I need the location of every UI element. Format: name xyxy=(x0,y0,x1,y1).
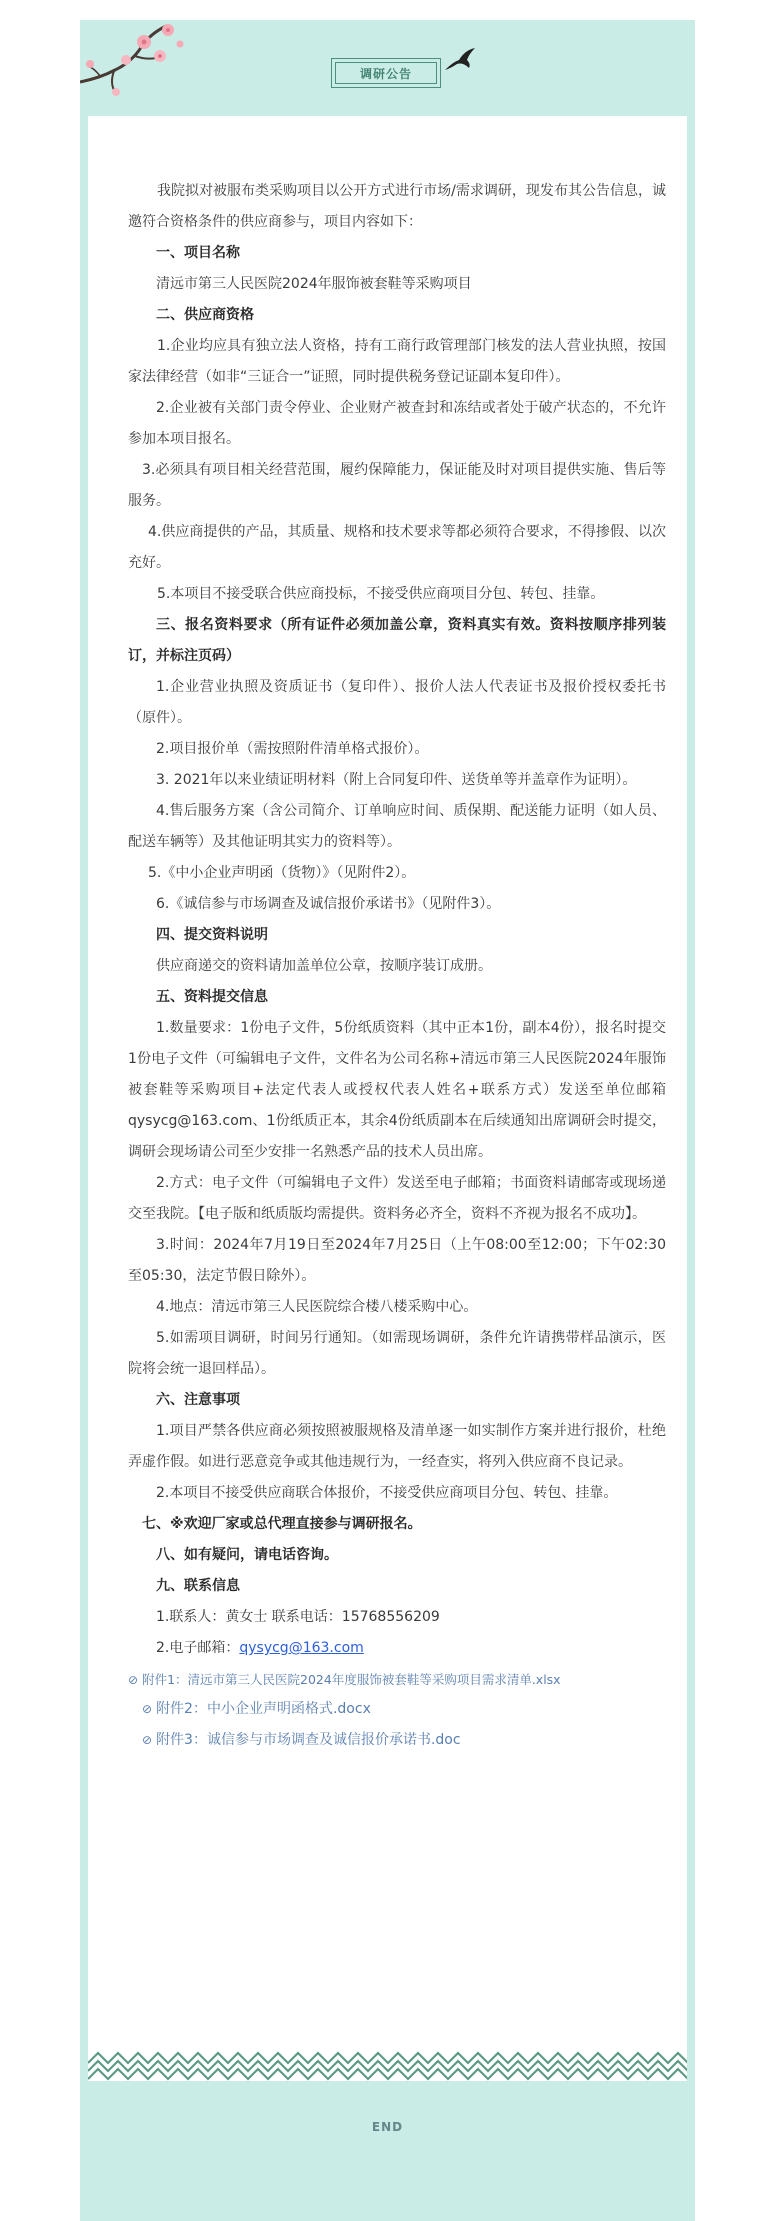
swallow-icon xyxy=(443,46,477,74)
section-1-heading: 一、项目名称 xyxy=(156,245,240,261)
project-name: 清远市第三人民医院2024年服饰被套鞋等采购项目 xyxy=(156,276,472,292)
attachment-1-link[interactable] xyxy=(128,1666,666,1694)
content-panel xyxy=(88,116,687,2051)
intro-paragraph: 我院拟对被服布类采购项目以公开方式进行市场/需求调研，现发布其公告信息，诚邀符合资格条件的供应商参与，项目内容如下： xyxy=(128,183,666,230)
email-label: 2.电子邮箱： xyxy=(156,1640,240,1656)
document-requirement: 3. 2021年以来业绩证明材料（附上合同复印件、送货单等并盖章作为证明）。 xyxy=(156,772,637,788)
submission-info-item: 3.时间：2024年7月19日至2024年7月25日（上午08:00至12:00；下午02:30至05:30，法定节假日除外）。 xyxy=(128,1237,666,1284)
attachment-1-label: 附件1：清远市第三人民医院2024年度服饰被套鞋等采购项目需求清单.xlsx xyxy=(142,1672,561,1687)
qualification-item: 4.供应商提供的产品，其质量、规格和技术要求等都必须符合要求，不得掺假、以次充好。 xyxy=(128,524,666,571)
email-link[interactable]: qysycg@163.com xyxy=(239,1640,364,1656)
announcement-body xyxy=(128,176,666,1756)
qualification-item: 1.企业均应具有独立法人资格，持有工商行政管理部门核发的法人营业执照，按国家法律经营（如非“三证合一”证照，同时提供税务登记证副本复印件）。 xyxy=(128,338,666,385)
email-line xyxy=(128,1633,666,1664)
notice-item: 1.项目严禁各供应商必须按照被服规格及清单逐一如实制作方案并进行报价，杜绝弄虚作假。如进行恶意竞争或其他违规行为，一经查实，将列入供应商不良记录。 xyxy=(128,1423,666,1470)
submission-info-item: 2.方式：电子文件（可编辑电子文件）发送至电子邮箱；书面资料请邮寄或现场递交至我院。【电子版和纸质版均需提供。资料务必齐全，资料不齐视为报名不成功】。 xyxy=(128,1175,666,1222)
page-title: 调研公告 xyxy=(335,62,437,84)
end-marker: END xyxy=(371,2120,404,2134)
contact-person: 1.联系人：黄女士 联系电话：15768556209 xyxy=(156,1609,440,1625)
document-requirement: 5.《中小企业声明函（货物）》（见附件2）。 xyxy=(148,865,416,881)
document-requirement: 2.项目报价单（需按照附件清单格式报价）。 xyxy=(156,741,429,757)
announcement-frame xyxy=(80,20,695,2221)
attachment-2-label: 附件2：中小企业声明函格式.docx xyxy=(156,1701,371,1717)
section-4-heading: 四、提交资料说明 xyxy=(156,927,268,943)
submission-note: 供应商递交的资料请加盖单位公章，按顺序装订成册。 xyxy=(156,958,492,974)
attachment-3-link[interactable] xyxy=(128,1725,666,1756)
paperclip-icon: ⊘ xyxy=(142,1702,153,1716)
qualification-item: 5.本项目不接受联合供应商投标，不接受供应商项目分包、转包、挂靠。 xyxy=(157,586,605,602)
header xyxy=(80,20,695,116)
title-frame xyxy=(331,58,441,88)
qualification-item: 2.企业被有关部门责令停业、企业财产被查封和冻结或者处于破产状态的，不允许参加本项目报名。 xyxy=(128,400,666,447)
attachment-3-label: 附件3：诚信参与市场调查及诚信报价承诺书.doc xyxy=(156,1732,461,1748)
submission-info-item: 5.如需项目调研，时间另行通知。（如需现场调研，条件允许请携带样品演示，医院将会统一退回样品）。 xyxy=(128,1330,666,1377)
document-requirement: 4.售后服务方案（含公司简介、订单响应时间、质保期、配送能力证明（如人员、配送车辆等）及其他证明其实力的资料等）。 xyxy=(128,803,666,850)
document-requirement: 6.《诚信参与市场调查及诚信报价承诺书》（见附件3）。 xyxy=(156,896,501,912)
document-requirement: 1.企业营业执照及资质证书（复印件）、报价人法人代表证书及报价授权委托书（原件）。 xyxy=(128,679,666,726)
plum-blossom-branch-icon xyxy=(80,20,200,110)
qualification-item: 3.必须具有项目相关经营范围，履约保障能力，保证能及时对项目提供实施、售后等服务。 xyxy=(128,462,666,509)
submission-info-item: 1.数量要求：1份电子文件，5份纸质资料（其中正本1份，副本4份），报名时提交1份电子文件（可编辑电子文件，文件名为公司名称+清远市第三人民医院2024年服饰被套鞋等采购项目+法定代表人或授权代表人姓名+联系方式）发送至单位邮箱qysycg@163.com、1份纸质正本，其余4份纸质副本在后续通知出席调研会时提交，调研会现场请公司至少安排一名熟悉产品的技术人员出席。 xyxy=(128,1020,666,1160)
zigzag-border xyxy=(88,2045,687,2081)
section-3-heading: 三、报名资料要求（所有证件必须加盖公章，资料真实有效。资料按顺序排列装订，并标注页码） xyxy=(128,617,666,664)
section-8-heading: 八、如有疑问，请电话咨询。 xyxy=(156,1547,338,1563)
submission-info-item: 4.地点：清远市第三人民医院综合楼八楼采购中心。 xyxy=(156,1299,478,1315)
section-2-heading: 二、供应商资格 xyxy=(156,307,254,323)
notice-item: 2.本项目不接受供应商联合体报价，不接受供应商项目分包、转包、挂靠。 xyxy=(156,1485,618,1501)
section-7-heading: 七、※欢迎厂家或总代理直接参与调研报名。 xyxy=(142,1516,422,1532)
section-6-heading: 六、注意事项 xyxy=(156,1392,240,1408)
section-9-heading: 九、联系信息 xyxy=(156,1578,240,1594)
paperclip-icon: ⊘ xyxy=(142,1733,153,1747)
attachment-2-link[interactable] xyxy=(128,1694,666,1725)
paperclip-icon: ⊘ xyxy=(128,1673,139,1687)
section-5-heading: 五、资料提交信息 xyxy=(156,989,268,1005)
